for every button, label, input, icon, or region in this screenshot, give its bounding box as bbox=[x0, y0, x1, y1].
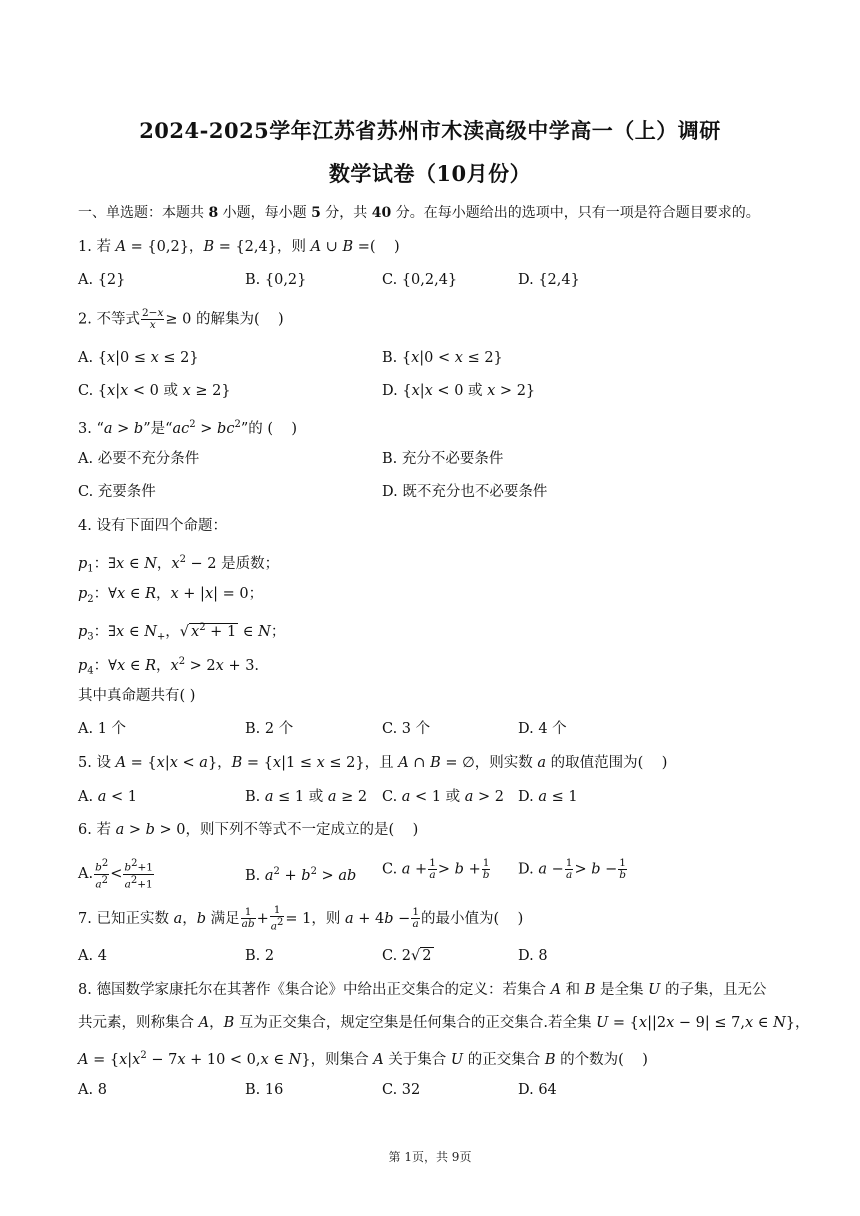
question-4-stem: 4. 设有下面四个命题： bbox=[78, 518, 227, 534]
question-1-option-a: A. {2} bbox=[78, 272, 126, 288]
question-7-stem: 7. 已知正实数 a，b 满足 $\frac{1}{ab}$ + $\frac{1}{a^2}$ = 1，则 a + 4b − $\frac{1}{a}$ 的最小值为( ) bbox=[78, 904, 524, 933]
question-7-option-a: A. 4 bbox=[78, 948, 107, 964]
question-1-option-b: B. {0,2} bbox=[245, 272, 307, 288]
question-8-stem-line1: 8. 德国数学家康托尔在其著作《集合论》中给出正交集合的定义：若集合 A 和 B 是全集 U 的子集，且无公 bbox=[78, 982, 767, 998]
question-3-option-d: D. 既不充分也不必要条件 bbox=[382, 484, 548, 500]
question-4-option-b: B. 2 个 bbox=[245, 721, 294, 737]
question-3-option-c: C. 充要条件 bbox=[78, 484, 156, 500]
question-3-stem: 3. “a > b”是“$ac^2 > bc^2$”的 ( ) bbox=[78, 419, 298, 437]
question-5-option-b: B. a ≤ 1 或 a ≥ 2 bbox=[245, 789, 368, 805]
page-title: 2024-2025学年江苏省苏州市木渎高级中学高一（上）调研 bbox=[139, 118, 721, 143]
section-heading: 一、单选题：本题共 8 小题，每小题 5 分，共 40 分。在每小题给出的选项中，只有一项是符合题目要求的。 bbox=[78, 205, 760, 221]
question-6-option-b: B. $a^2 + b^2$ > ab bbox=[245, 866, 357, 884]
page-subtitle: 数学试卷（10月份） bbox=[328, 161, 532, 186]
question-4-option-a: A. 1 个 bbox=[78, 721, 127, 737]
question-8-stem-line3: $A = \{x|x^2 - 7x + 10 < 0,x$ ∈ N}，则集合 A 关于集合 U 的正交集合 B 的个数为( ) bbox=[78, 1050, 648, 1068]
page-footer: 第 1页，共 9页 bbox=[388, 1150, 472, 1164]
question-7-option-b: B. 2 bbox=[245, 948, 275, 964]
question-2-stem: 2. 不等式 $\frac{2-x}{x}$ ≥ 0 的解集为( ) bbox=[78, 307, 284, 331]
question-6-option-c: C. a + $\frac{1}{a}$ > b + $\frac{1}{b}$ bbox=[382, 857, 490, 881]
question-5-option-d: D. a ≤ 1 bbox=[518, 789, 578, 805]
question-8-option-c: C. 32 bbox=[382, 1082, 421, 1098]
question-2-option-d: D. {x|x < 0 或 x > 2} bbox=[382, 383, 536, 399]
question-6-option-a: A. $\frac{b^2}{a^2}$ < $\frac{b^2+1}{a^2+1}$ bbox=[78, 858, 153, 890]
proposition-p2: $p_2$：∀x ∈ R，x + |x| = 0； bbox=[78, 586, 264, 605]
fraction: $\frac{2-x}{x}$ bbox=[141, 307, 164, 331]
question-3-option-b: B. 充分不必要条件 bbox=[382, 451, 504, 467]
proposition-p1: $p_1$：∃x ∈ N，$x^2 - 2$ 是质数； bbox=[78, 554, 280, 575]
question-5-stem: 5. 设 A = {x|x < a}，B = {x|1 ≤ x ≤ 2}，且 A ∩ B = ∅，则实数 a 的取值范围为( ) bbox=[78, 755, 668, 771]
question-6-option-d: D. a − $\frac{1}{a}$ > b − $\frac{1}{b}$ bbox=[518, 857, 626, 881]
proposition-p3: $p_3$：∃x ∈ $N_+$，√ $x^2 + 1$ ∈ N； bbox=[78, 622, 286, 643]
question-8-option-a: A. 8 bbox=[78, 1082, 107, 1098]
question-8-stem-line2: 共元素，则称集合 A，B 互为正交集合，规定空集是任何集合的正交集合.若全集 U = {x||2x − 9| ≤ 7,x ∈ N}， bbox=[78, 1015, 810, 1031]
question-4-option-c: C. 3 个 bbox=[382, 721, 431, 737]
question-4-tail: 其中真命题共有( ) bbox=[78, 688, 196, 704]
question-2-option-a: A. {x|0 ≤ x ≤ 2} bbox=[78, 350, 199, 366]
question-4-option-d: D. 4 个 bbox=[518, 721, 567, 737]
question-5-option-a: A. a < 1 bbox=[78, 789, 137, 805]
question-8-option-b: B. 16 bbox=[245, 1082, 284, 1098]
question-6-stem: 6. 若 a > b > 0，则下列不等式不一定成立的是( ) bbox=[78, 822, 419, 838]
proposition-p4: $p_4$：∀x ∈ R，$x^2 > 2x + 3$. bbox=[78, 656, 260, 677]
question-8-option-d: D. 64 bbox=[518, 1082, 557, 1098]
question-2-option-b: B. {x|0 < x ≤ 2} bbox=[382, 350, 503, 366]
question-7-option-d: D. 8 bbox=[518, 948, 548, 964]
question-1-stem: 1. 若 A = {0,2}，B = {2,4}，则 A ∪ B =( ) bbox=[78, 239, 400, 255]
question-5-option-c: C. a < 1 或 a > 2 bbox=[382, 789, 505, 805]
question-2-option-c: C. {x|x < 0 或 x ≥ 2} bbox=[78, 383, 231, 399]
question-7-option-c: C. 2√ 2 bbox=[382, 948, 432, 964]
question-1-option-c: C. {0,2,4} bbox=[382, 272, 458, 288]
question-1-option-d: D. {2,4} bbox=[518, 272, 580, 288]
question-3-option-a: A. 必要不充分条件 bbox=[78, 451, 200, 467]
